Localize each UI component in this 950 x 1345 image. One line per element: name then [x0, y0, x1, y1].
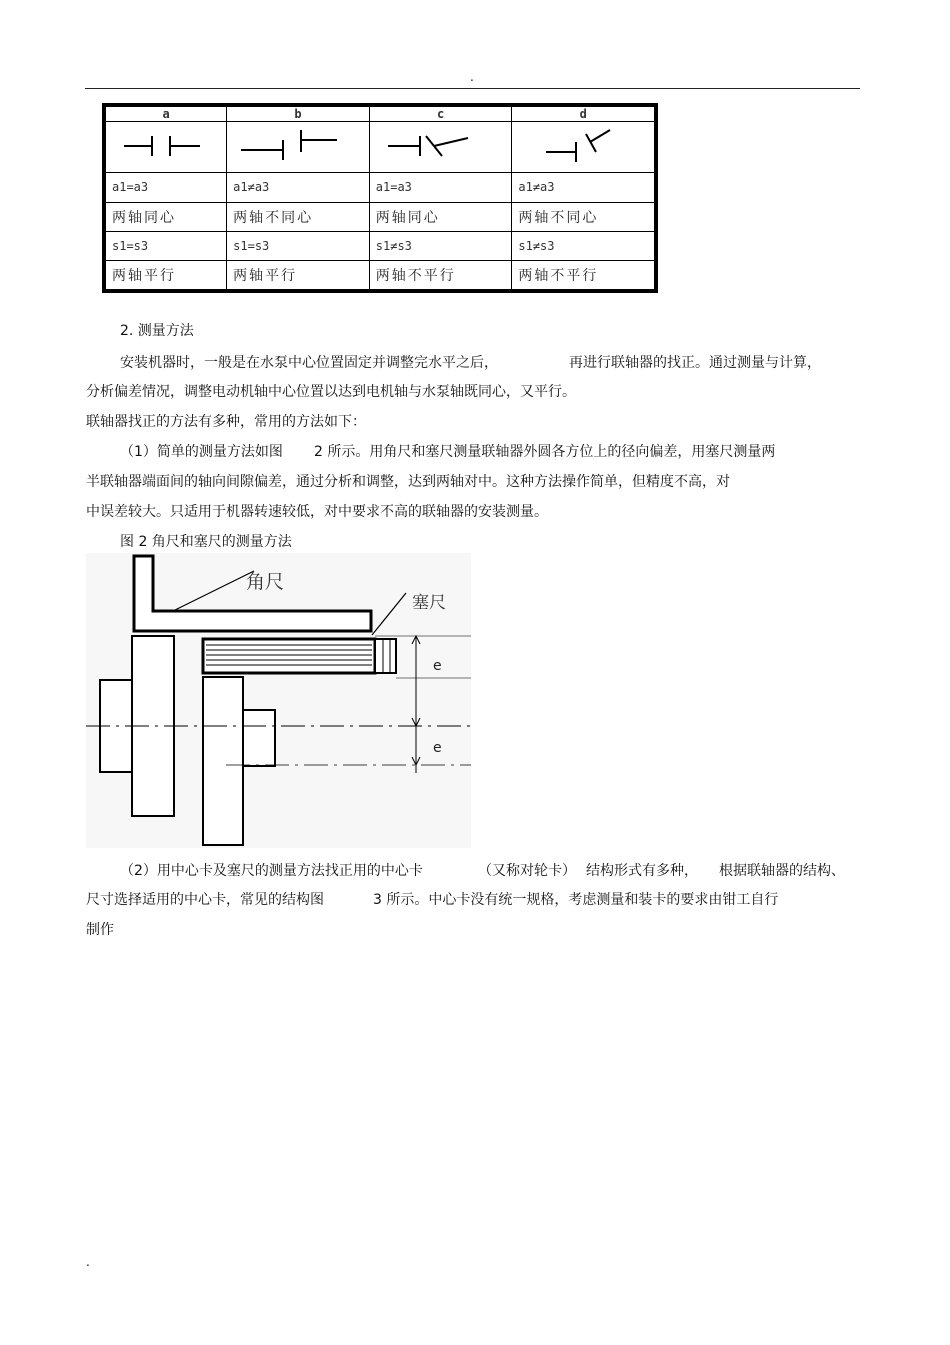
coupling-comparison-table [102, 103, 658, 293]
col-header-b: b [227, 107, 370, 122]
figure-caption: 图 2 角尺和塞尺的测量方法 [120, 534, 292, 550]
table-row [106, 202, 655, 231]
square-feeler-figure [86, 553, 471, 848]
section-title: 2. 测量方法 [120, 323, 194, 339]
paragraph-line: 2 所示。用角尺和塞尺测量联轴器外圆各方位上的径向偏差，用塞尺测量两 [314, 444, 776, 460]
table-row [106, 260, 655, 289]
paragraph-line: 联轴器找正的方法有多种，常用的方法如下： [86, 414, 366, 430]
table-cell: s1≠s3 [369, 231, 512, 260]
paragraph-line: 根据联轴器的结构、 [719, 863, 845, 879]
table-cell: 两轴不平行 [512, 260, 655, 289]
label-e-bottom: e [433, 740, 442, 756]
table-header-row [106, 107, 655, 122]
paragraph-line: 半联轴器端面间的轴向间隙偏差，通过分析和调整，达到两轴对中。这种方法操作简单，但精度不高，对 [86, 474, 730, 490]
table-row [106, 173, 655, 202]
header-rule [85, 88, 860, 89]
paragraph-line: 3 所示。中心卡没有统一规格，考虑测量和装卡的要求由钳工自行 [373, 892, 779, 908]
paragraph-line: 中误差较大。只适用于机器转速较低，对中要求不高的联轴器的安装测量。 [86, 504, 548, 520]
paragraph-line: 分析偏差情况，调整电动机轴中心位置以达到电机轴与水泵轴既同心，又平行。 [86, 384, 576, 400]
table-cell: a1=a3 [369, 173, 512, 202]
table-cell: 两轴平行 [106, 260, 227, 289]
paragraph-line: （又称对轮卡） [478, 863, 576, 879]
table-cell: 两轴不同心 [227, 202, 370, 231]
table-cell: s1=s3 [227, 231, 370, 260]
label-square: 角尺 [246, 571, 285, 593]
footer-mark: . [86, 1255, 90, 1269]
feeler-stack [203, 639, 375, 673]
table-cell: 两轴同心 [106, 202, 227, 231]
feeler-end [375, 639, 396, 673]
header-mark: . [470, 70, 474, 84]
symbol-a [106, 122, 227, 173]
col-header-a: a [106, 107, 227, 122]
table-cell: 两轴不同心 [512, 202, 655, 231]
symbol-d [512, 122, 655, 173]
table-cell: s1=s3 [106, 231, 227, 260]
label-e-top: e [433, 658, 442, 674]
paragraph-line: 安装机器时，一般是在水泵中心位置固定并调整完水平之后， [120, 355, 498, 371]
paragraph-line: 结构形式有多种， [586, 863, 698, 879]
paragraph-line: 尺寸选择适用的中心卡，常见的结构图 [86, 892, 324, 908]
symbol-c [369, 122, 512, 173]
right-hub [243, 710, 275, 766]
paragraph-line: （1）简单的测量方法如图 [120, 444, 283, 460]
paragraph-line: 再进行联轴器的找正。通过测量与计算， [569, 355, 821, 371]
table-cell: a1=a3 [106, 173, 227, 202]
paragraph-line: （2）用中心卡及塞尺的测量方法找正用的中心卡 [120, 863, 423, 879]
col-header-c: c [369, 107, 512, 122]
table-cell: 两轴平行 [227, 260, 370, 289]
table-cell: s1≠s3 [512, 231, 655, 260]
table-row [106, 231, 655, 260]
right-flange [203, 677, 243, 845]
paragraph-line: 制作 [86, 922, 114, 938]
table-cell: a1≠a3 [227, 173, 370, 202]
label-feeler: 塞尺 [412, 593, 446, 613]
symbol-b [227, 122, 370, 173]
col-header-d: d [512, 107, 655, 122]
table-cell: a1≠a3 [512, 173, 655, 202]
table-cell: 两轴不平行 [369, 260, 512, 289]
table-cell: 两轴同心 [369, 202, 512, 231]
symbol-row [106, 122, 655, 173]
